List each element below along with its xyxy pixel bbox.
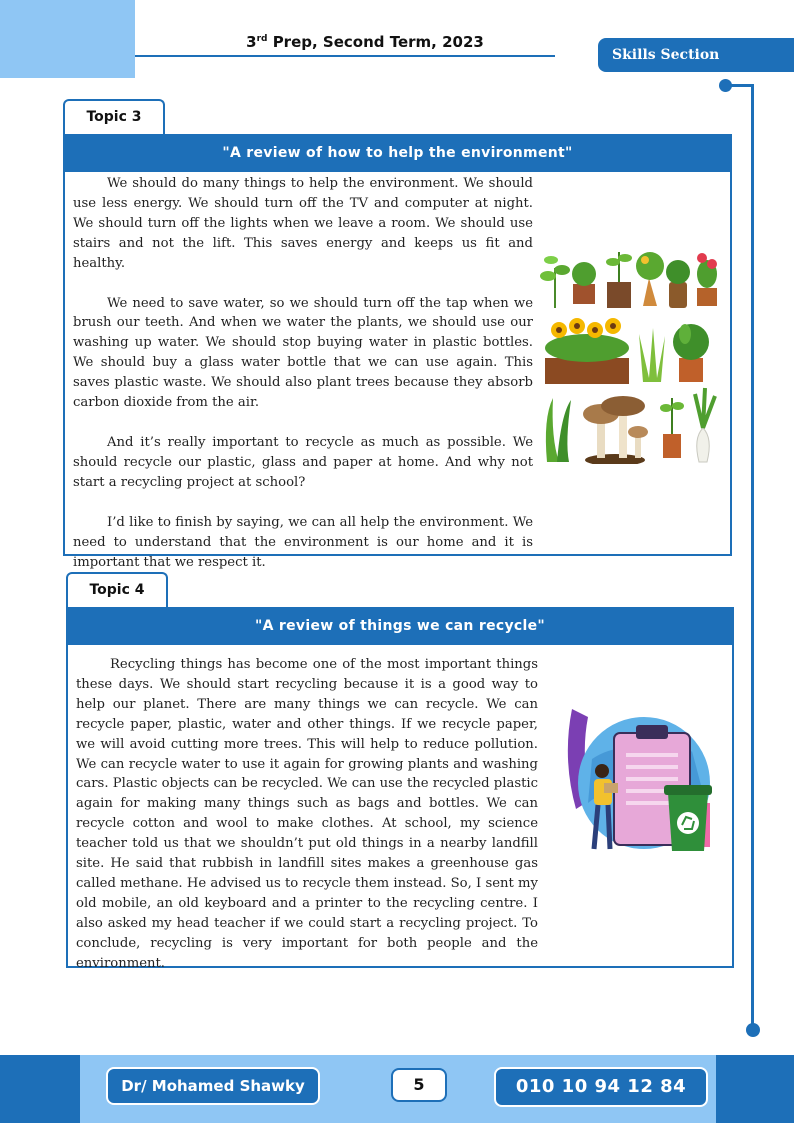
skills-section-tab: Skills Section: [598, 38, 794, 72]
page-number: 5: [391, 1068, 447, 1102]
topic-4-body: [68, 645, 546, 976]
topic-3-paragraph-2: We need to save water, so we should turn off the tap when we brush our teeth. And when we water the plants, we should use our washing up water. We should stop buying water in plastic bottles. We should buy a glass water bottle that we can use again. This saves plastic waste. We should also plant trees because they absorb carbon dioxide from the air.: [73, 295, 533, 411]
header-rule: [135, 55, 555, 57]
topic-3-paragraph-3: And it’s really important to recycle as much as possible. We should recycle our plastic, glass and paper at home. And why not start a recycling project at school?: [73, 434, 533, 490]
topic-4-paragraph-1: Recycling things has become one of the most important things these days. We should start recycling because it is a good way to help our planet. There are many things we can recycle. We can recycle paper, plastic, water and other things. If we recycle paper, we will avoid cutting more trees. This will help to reduce pollution. We can recycle water to use it again for growing plants and washing cars. Plastic objects can be recycled. We can use the recycled plastic again for making many things such as bags and bottles. We can recycle cotton and wool to make clothes. At school, my science teacher told us that we shouldn’t put old things in a nearby landfill site. He said that rubbish in landfill sites makes a greenhouse gas called methane. He advised us to recycle them instead. So, I sent my old mobile, an old keyboard and a printer to the recycling centre. I also asked my head teacher if we could start a recycling project. To conclude, recycling is very important for both people and the environment.: [76, 657, 538, 971]
page-header-title: 3rd Prep, Second Term, 2023: [246, 33, 484, 51]
topic-3-paragraph-1: We should do many things to help the environment. We should use less energy. We should turn off the TV and computer at night. We should turn off the lights when we leave a room. We should use stairs and not the lift. This saves energy and keeps us fit and healthy.: [73, 176, 533, 271]
phone-badge: 010 10 94 12 84: [494, 1067, 708, 1107]
topic-3-paragraph-4: I’d like to finish by saying, we can all help the environment. We need to understand that the environment is our home and it is important that we respect it.: [73, 514, 533, 570]
topic-4-tab: Topic 4: [66, 572, 168, 608]
header-corner-block: [0, 0, 135, 78]
author-badge: Dr/ Mohamed Shawky: [106, 1067, 320, 1105]
recycling-illustration: [562, 699, 722, 869]
topic-4-heading: "A review of things we can recycle": [68, 609, 732, 645]
topic-3-body: [65, 172, 541, 574]
topic-3-box: [63, 134, 732, 570]
margin-rule-end-dot: [746, 1023, 760, 1037]
margin-rule: [751, 84, 754, 1030]
topic-3-heading: "A review of how to help the environment": [65, 136, 730, 172]
topic-4-box: [66, 607, 734, 971]
footer-bar: [0, 1055, 794, 1123]
plants-illustration: [539, 238, 723, 464]
topic-3-tab: Topic 3: [63, 99, 165, 135]
